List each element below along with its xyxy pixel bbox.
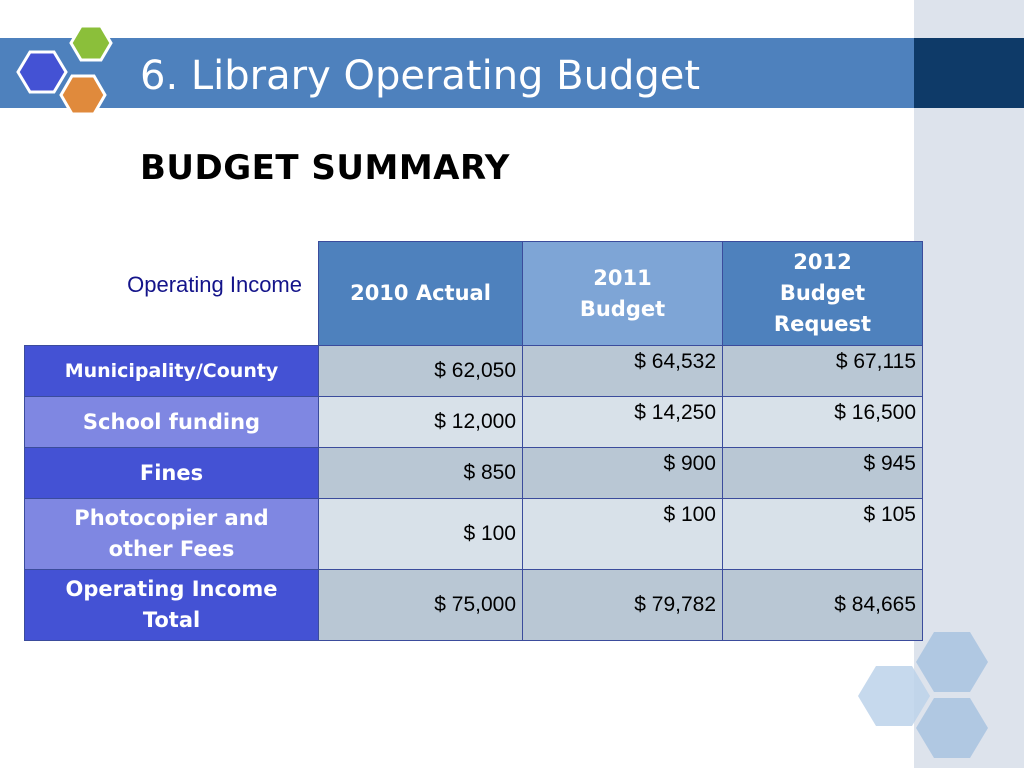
row-label-fines: Fines [25, 448, 319, 499]
cell-2011: $ 14,250 [523, 397, 723, 448]
cell-2012: $ 16,500 [723, 397, 923, 448]
hexagon-logo-icon [14, 22, 124, 126]
cell-2012: $ 67,115 [723, 346, 923, 397]
deco-hexagon-bottom [916, 698, 988, 758]
table-row-total [25, 570, 923, 641]
table-header-row [25, 242, 923, 346]
logo-orange-hexagon [61, 76, 105, 114]
row-label-photocopier-fees [25, 499, 319, 570]
row-label-line2: other Fees [108, 537, 235, 561]
row-label-line1: Photocopier and [74, 506, 269, 530]
table-row [25, 499, 923, 570]
cell-2012: $ 84,665 [723, 570, 923, 641]
header-2012-budget-request [723, 242, 923, 346]
budget-summary-heading: BUDGET SUMMARY [140, 148, 510, 188]
cell-2011: $ 64,532 [523, 346, 723, 397]
page-title: 6. Library Operating Budget [140, 53, 701, 99]
cell-2011: $ 100 [523, 499, 723, 570]
header-2010-actual: 2010 Actual [319, 242, 523, 346]
deco-hexagon-left [858, 666, 930, 726]
operating-income-label: Operating Income [127, 272, 302, 297]
header-blank-cell [25, 242, 319, 346]
cell-2011: $ 79,782 [523, 570, 723, 641]
cell-2011: $ 900 [523, 448, 723, 499]
cell-2010: $ 100 [319, 499, 523, 570]
budget-table [24, 241, 923, 641]
header-2011-line1: 2011 [593, 265, 652, 290]
header-2012-line3: Request [773, 312, 872, 336]
decorative-hexagons-icon [858, 630, 998, 760]
row-label-line1: Operating Income [65, 577, 278, 601]
cell-2010: $ 75,000 [319, 570, 523, 641]
table-row [25, 346, 923, 397]
table-row [25, 397, 923, 448]
header-2012-line1: 2012 [793, 250, 852, 274]
row-label-municipality: Municipality/County [25, 346, 319, 397]
row-label-operating-income-total [25, 570, 319, 641]
row-label-school-funding: School funding [25, 397, 319, 448]
header-2011-budget [523, 242, 723, 346]
row-label-line2: Total [142, 608, 201, 632]
deco-hexagon-top [916, 632, 988, 692]
header-2012-line2: Budget [779, 281, 866, 305]
header-2011-line2: Budget [579, 296, 666, 321]
cell-2010: $ 62,050 [319, 346, 523, 397]
cell-2012: $ 945 [723, 448, 923, 499]
table-row [25, 448, 923, 499]
logo-blue-hexagon [18, 52, 66, 92]
cell-2010: $ 12,000 [319, 397, 523, 448]
logo-green-hexagon [71, 26, 111, 60]
cell-2012: $ 105 [723, 499, 923, 570]
cell-2010: $ 850 [319, 448, 523, 499]
title-bar-accent [914, 38, 1024, 108]
